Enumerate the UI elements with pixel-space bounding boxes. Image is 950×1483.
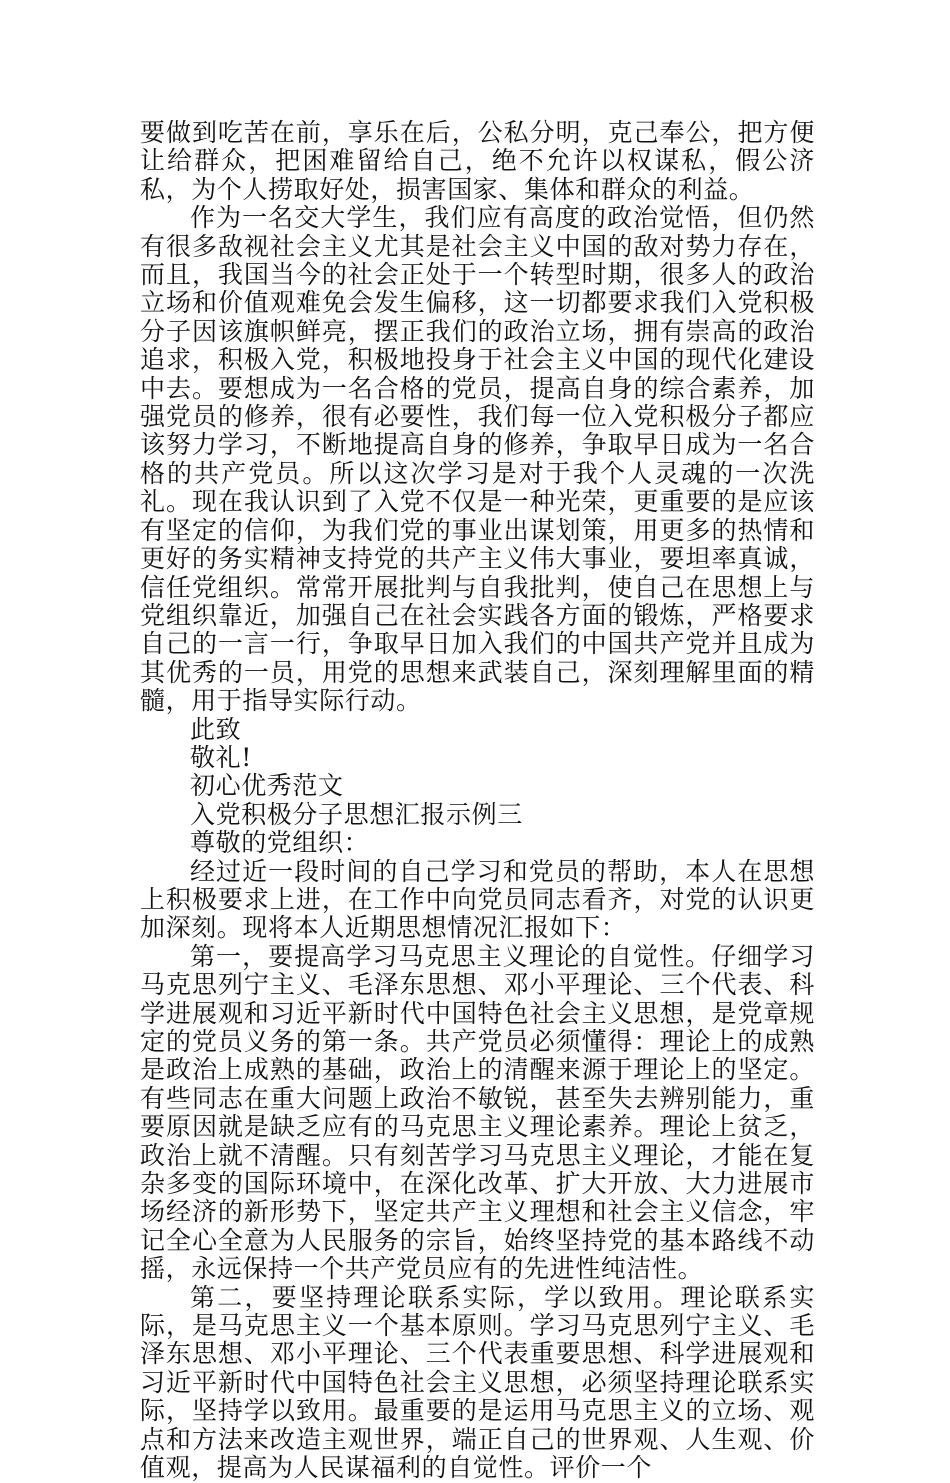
example-title: 入党积极分子思想汇报示例三 — [190, 799, 523, 829]
paragraph-2: 作为一名交大学生，我们应有高度的政治觉悟，但仍然有很多敌视社会主义尤其是社会主义中国的敌对势力存在，而且，我国当今的社会正处于一个转型时期，很多人的政治立场和价值观难免会发生偏移，这一切都要求我们入党积极分子因该旗帜鲜亮，摆正我们的政治立场，拥有崇高的政治追求，积极入党，积极地投身于社会主义中国的现代化建设中去。要想成为一名合格的党员，提高自身的综合素养，加强党员的修养，很有必要性，我们每一位入党积极分子都应该努力学习，不断地提高自身的修养，争取早日成为一名合格的共产党员。所以这次学习是对于我个人灵魂的一次洗礼。现在我认识到了入党不仅是一种光荣，更重要的是应该有坚定的信仰，为我们党的事业出谋划策，用更多的热情和更好的务实精神支持党的共产主义伟大事业，要坦率真诚，信任党组织。常常开展批判与自我批判，使自己在思想上与党组织靠近，加强自己在社会实践各方面的锻炼，严格要求自己的一言一行，争取早日加入我们的中国共产党并且成为其优秀的一员，用党的思想来武装自己，深刻理解里面的精髓，用于指导实际行动。 — [140, 203, 815, 716]
source-label: 初心优秀范文 — [190, 771, 344, 801]
greeting: 尊敬的党组织： — [190, 828, 370, 858]
paragraph-1: 要做到吃苦在前，享乐在后，公私分明，克己奉公，把方便让给群众，把困难留给自己，绝不允许以权谋私，假公济私，为个人捞取好处，损害国家、集体和群众的利益。 — [140, 118, 815, 204]
closing-regards: 敬礼! — [190, 742, 252, 772]
closing-salutation: 此致 — [190, 714, 242, 744]
paragraph-second-point: 第二，要坚持理论联系实际，学以致用。理论联系实际，是马克思主义一个基本原则。学习马克思列宁主义、毛泽东思想、邓小平理论、三个代表重要思想、科学进展观和习近平新时代中国特色社会主义思想，必须坚持理论联系实际，坚持学以致用。最重要的是运用马克思主义的立场、观点和方法来改造主观世界，端正自己的世界观、人生观、价值观，提高为人民谋福利的自觉性。评价一个 — [140, 1282, 815, 1483]
paragraph-first-point: 第一，要提高学习马克思主义理论的自觉性。仔细学习马克思列宁主义、毛泽东思想、邓小平理论、三个代表、科学进展观和习近平新时代中国特色社会主义思想，是党章规定的党员义务的第一条。共产党员必须懂得：理论上的成熟是政治上成熟的基础，政治上的清醒来源于理论上的坚定。有些同志在重大问题上政治不敏锐，甚至失去辨别能力，重要原因就是缺乏应有的马克思主义理论素养。理论上贫乏，政治上就不清醒。只有刻苦学习马克思主义理论，才能在复杂多变的国际环境中，在深化改革、扩大开放、大力进展市场经济的新形势下，坚定共产主义理想和社会主义信念，牢记全心全意为人民服务的宗旨，始终坚持党的基本路线不动摇，永远保持一个共产党员应有的先进性纯洁性。 — [140, 941, 815, 1284]
paragraph-intro: 经过近一段时间的自己学习和党员的帮助，本人在思想上积极要求上进，在工作中向党员同志看齐，对党的认识更加深刻。现将本人近期思想情况汇报如下： — [140, 856, 815, 943]
document-body — [140, 119, 815, 1483]
